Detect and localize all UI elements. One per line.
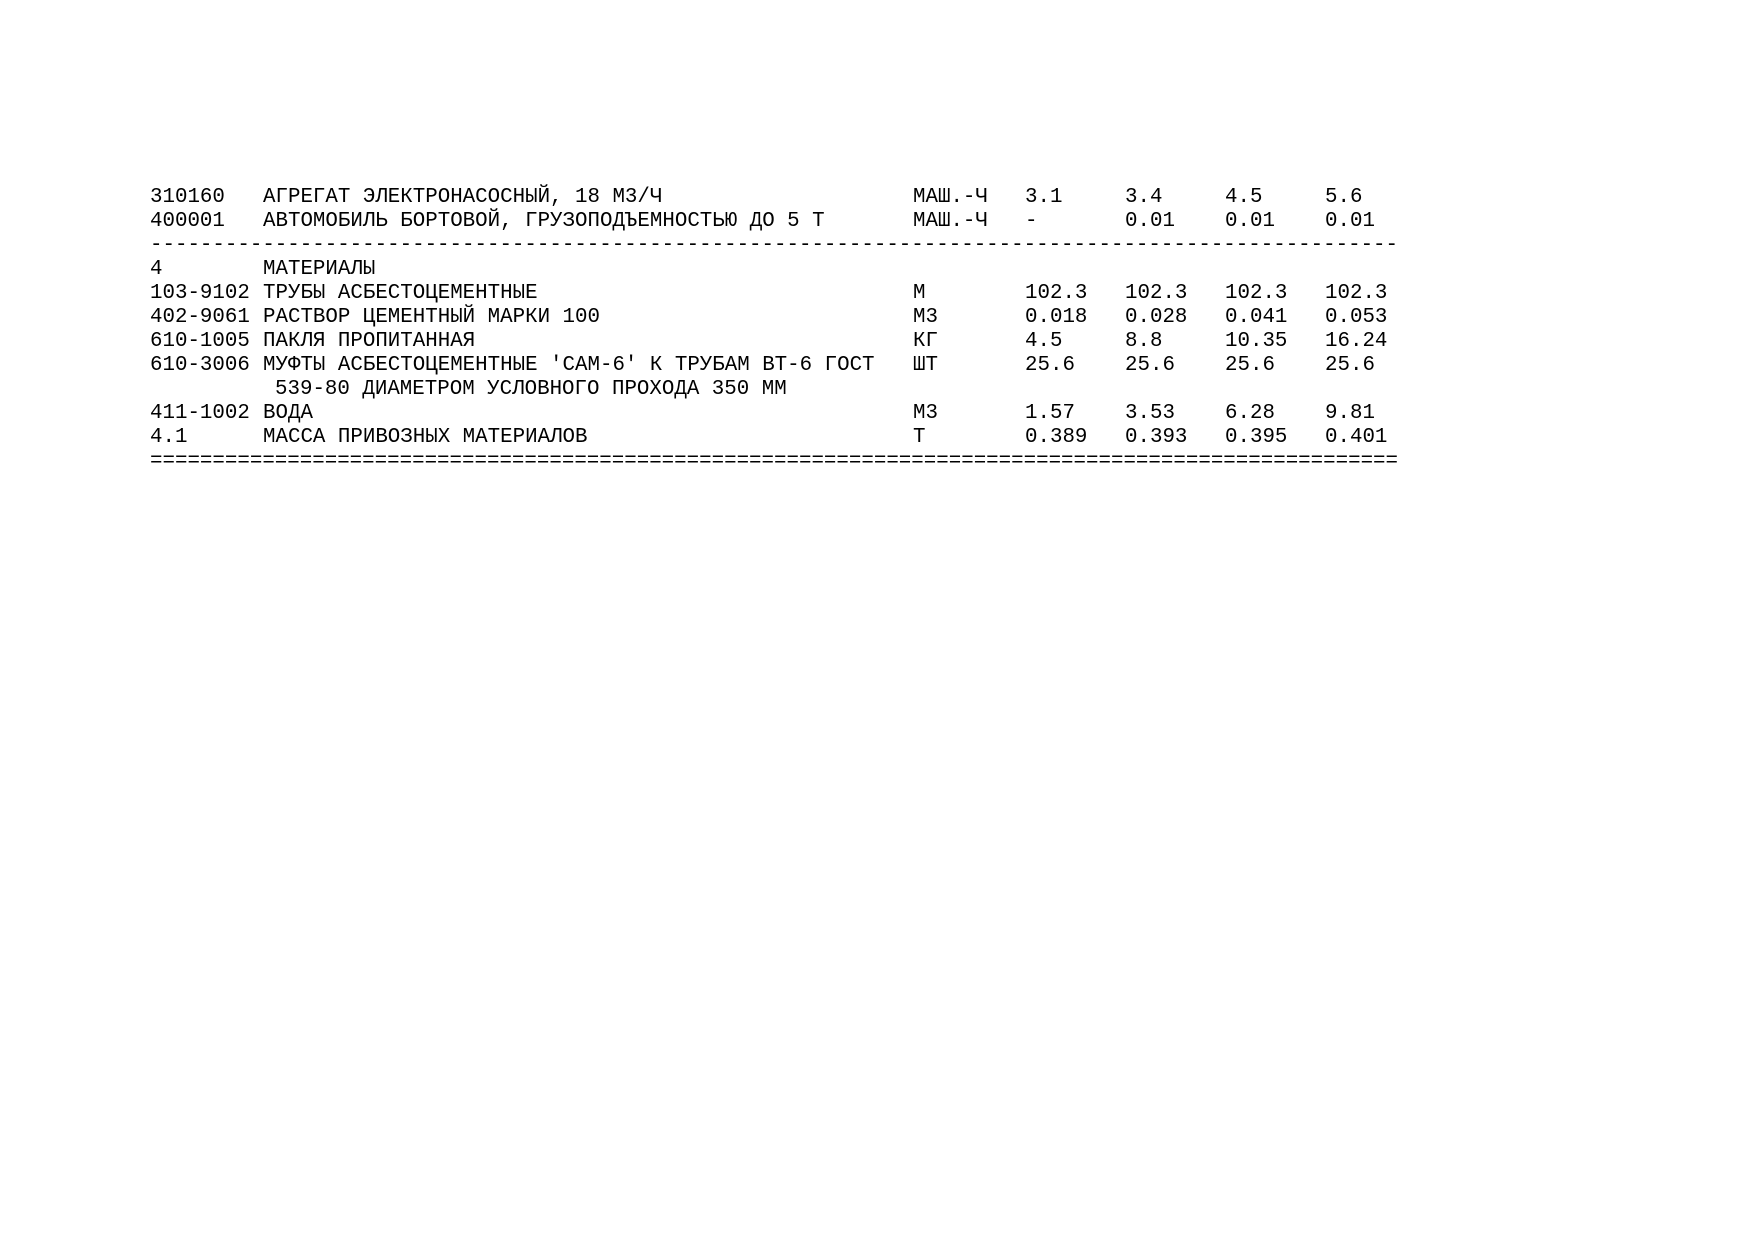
section-header [150, 258, 1415, 282]
resource-unit: Т [913, 426, 926, 449]
resource-unit: М3 [913, 306, 938, 329]
resource-name: МУФТЫ АСБЕСТОЦЕМЕНТНЫЕ 'САМ-6' К ТРУБАМ ВТ-6 ГОСТ [263, 354, 875, 377]
resource-code: 103-9102 [150, 282, 250, 305]
resource-name: ВОДА [263, 402, 313, 425]
value-col-2: 102.3 [1125, 282, 1188, 305]
value-col-4: 25.6 [1325, 354, 1375, 377]
value-col-4: 0.01 [1325, 210, 1375, 233]
value-col-1: - [1025, 210, 1038, 233]
resource-unit: М3 [913, 402, 938, 425]
value-col-4: 16.24 [1325, 330, 1388, 353]
value-col-4: 9.81 [1325, 402, 1375, 425]
table-row [150, 402, 1415, 426]
resource-name: АВТОМОБИЛЬ БОРТОВОЙ, ГРУЗОПОДЪЕМНОСТЬЮ ДО 5 Т [263, 210, 825, 233]
value-col-2: 8.8 [1125, 330, 1163, 353]
resource-unit: ШТ [913, 354, 938, 377]
value-col-1: 0.389 [1025, 426, 1088, 449]
double-divider: ==================================================================================================== [150, 450, 1399, 473]
value-col-1: 0.018 [1025, 306, 1088, 329]
value-col-2: 0.01 [1125, 210, 1175, 233]
value-col-3: 0.01 [1225, 210, 1275, 233]
value-col-3: 10.35 [1225, 330, 1288, 353]
resource-unit: М [913, 282, 926, 305]
value-col-3: 0.395 [1225, 426, 1288, 449]
value-col-2: 3.53 [1125, 402, 1175, 425]
value-col-4: 5.6 [1325, 186, 1363, 209]
table-row [150, 354, 1415, 378]
value-col-3: 102.3 [1225, 282, 1288, 305]
resource-code: 411-1002 [150, 402, 250, 425]
resource-code: 4.1 [150, 426, 188, 449]
value-col-4: 0.053 [1325, 306, 1388, 329]
value-col-1: 1.57 [1025, 402, 1075, 425]
value-col-3: 0.041 [1225, 306, 1288, 329]
resource-name: ПАКЛЯ ПРОПИТАННАЯ [263, 330, 476, 353]
value-col-1: 3.1 [1025, 186, 1063, 209]
value-col-1: 4.5 [1025, 330, 1063, 353]
value-col-2: 0.393 [1125, 426, 1188, 449]
section-title: МАТЕРИАЛЫ [263, 258, 376, 281]
resource-name: РАСТВОР ЦЕМЕНТНЫЙ МАРКИ 100 [263, 306, 600, 329]
value-col-2: 0.028 [1125, 306, 1188, 329]
resource-unit: МАШ.-Ч [913, 210, 988, 233]
resource-code: 310160 [150, 186, 225, 209]
value-col-3: 6.28 [1225, 402, 1275, 425]
value-col-2: 25.6 [1125, 354, 1175, 377]
resource-code: 610-1005 [150, 330, 250, 353]
table-row [150, 426, 1415, 450]
table-row [150, 210, 1415, 234]
value-col-1: 25.6 [1025, 354, 1075, 377]
resource-code: 610-3006 [150, 354, 250, 377]
value-col-3: 25.6 [1225, 354, 1275, 377]
value-col-4: 102.3 [1325, 282, 1388, 305]
resource-name-continuation: 539-80 ДИАМЕТРОМ УСЛОВНОГО ПРОХОДА 350 ММ [275, 378, 787, 401]
resource-name: МАССА ПРИВОЗНЫХ МАТЕРИАЛОВ [263, 426, 588, 449]
table-row-continuation [150, 378, 1415, 402]
resource-unit: МАШ.-Ч [913, 186, 988, 209]
value-col-4: 0.401 [1325, 426, 1388, 449]
resource-code: 402-9061 [150, 306, 250, 329]
value-col-3: 4.5 [1225, 186, 1263, 209]
section-code: 4 [150, 258, 163, 281]
resource-name: АГРЕГАТ ЭЛЕКТРОНАСОСНЫЙ, 18 М3/Ч [263, 186, 663, 209]
value-col-2: 3.4 [1125, 186, 1163, 209]
resource-code: 400001 [150, 210, 225, 233]
table-row [150, 330, 1415, 354]
resource-name: ТРУБЫ АСБЕСТОЦЕМЕНТНЫЕ [263, 282, 538, 305]
dashed-divider: ---------------------------------------------------------------------------------------------------- [150, 234, 1399, 257]
resource-table [150, 186, 1415, 474]
resource-unit: КГ [913, 330, 938, 353]
table-row [150, 282, 1415, 306]
table-row [150, 186, 1415, 210]
value-col-1: 102.3 [1025, 282, 1088, 305]
table-row [150, 306, 1415, 330]
